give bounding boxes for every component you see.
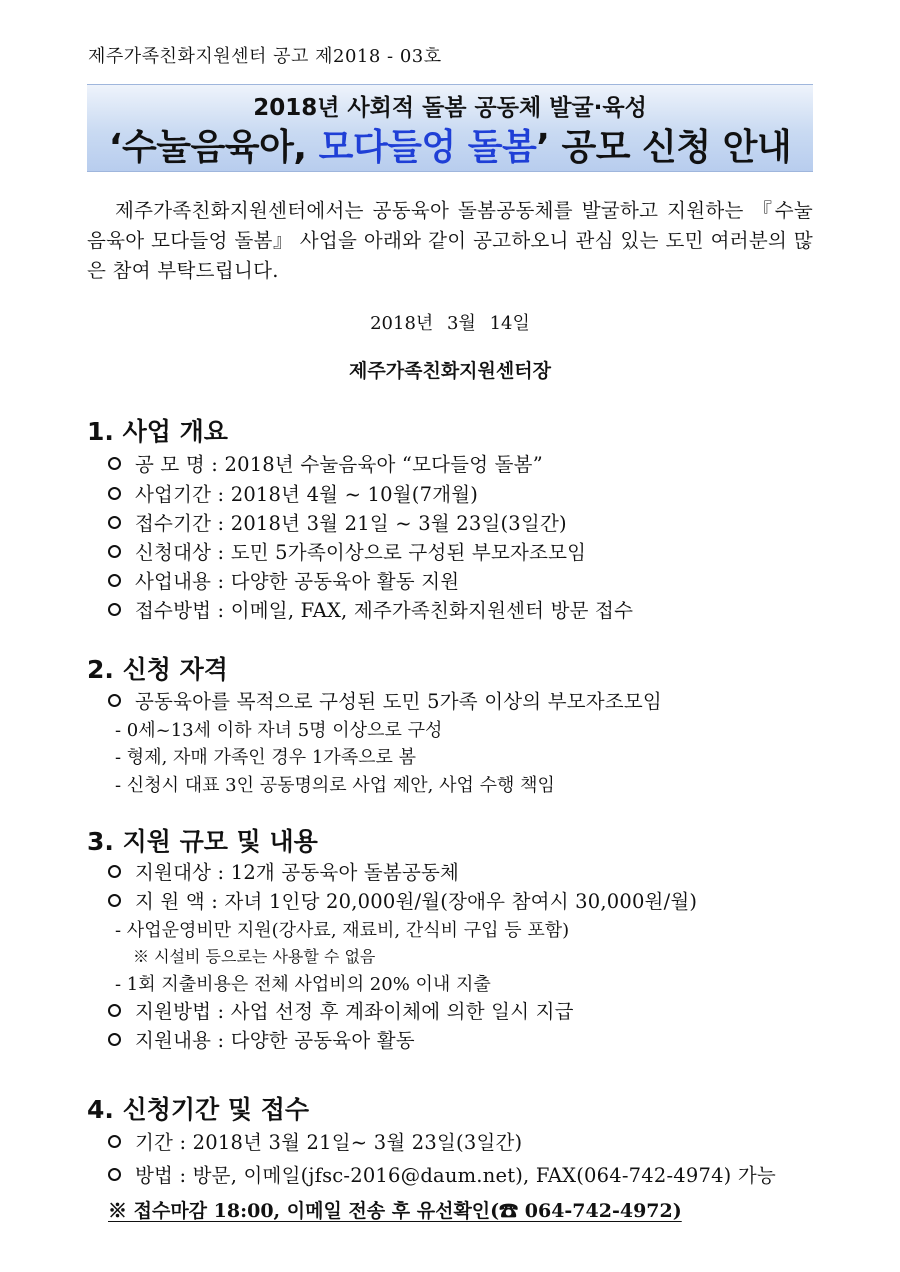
list-item-text: 지원방법 : 사업 선정 후 계좌이체에 의한 일시 지급 bbox=[135, 1000, 574, 1023]
organization-name: 제주가족친화지원센터장 bbox=[349, 360, 551, 382]
section-heading-eligibility: 2. 신청 자격 bbox=[87, 655, 228, 684]
list-item-text: 방법 : 방문, 이메일(jfsc-2016@daum.net), FAX(064-742-4974) 가능 bbox=[135, 1164, 776, 1187]
list-item bbox=[108, 886, 697, 914]
banner-title-part-c: ’ 공모 신청 안내 bbox=[536, 127, 792, 168]
circle-bullet-icon bbox=[108, 516, 121, 529]
note-text: ※ 시설비 등으로는 사용할 수 없음 bbox=[133, 947, 376, 966]
list-item bbox=[108, 857, 459, 885]
circle-bullet-icon bbox=[108, 1168, 121, 1181]
notice-number: 제주가족친화지원센터 공고 제2018 - 03호 bbox=[88, 46, 442, 67]
list-item bbox=[108, 449, 543, 477]
circle-bullet-icon bbox=[108, 574, 121, 587]
banner-title-highlight: 모다들엉 돌봄 bbox=[318, 127, 537, 168]
list-item-text: 사업내용 : 다양한 공동육아 활동 지원 bbox=[135, 570, 460, 593]
list-item bbox=[108, 1025, 415, 1053]
list-item bbox=[108, 595, 633, 623]
deadline-notice: ※ 접수마감 18:00, 이메일 전송 후 유선확인(☎ 064-742-4972) bbox=[108, 1200, 682, 1222]
list-item bbox=[108, 1160, 776, 1188]
sub-item: - 1회 지출비용은 전체 사업비의 20% 이내 지출 bbox=[115, 974, 491, 995]
sub-item: - 사업운영비만 지원(강사료, 재료비, 간식비 구입 등 포함) bbox=[115, 920, 570, 941]
section-heading-support: 3. 지원 규모 및 내용 bbox=[87, 827, 318, 856]
list-item-text: 공 모 명 : 2018년 수눌음육아 “모다들엉 돌봄” bbox=[135, 453, 543, 476]
circle-bullet-icon bbox=[108, 545, 121, 558]
sub-item: - 신청시 대표 3인 공동명의로 사업 제안, 사업 수행 책임 bbox=[115, 775, 555, 796]
circle-bullet-icon bbox=[108, 1135, 121, 1148]
list-item-text: 지원내용 : 다양한 공동육아 활동 bbox=[135, 1029, 415, 1052]
banner-title-part-a: ‘수눌음육아, bbox=[108, 127, 319, 168]
section-heading-application: 4. 신청기간 및 접수 bbox=[87, 1095, 310, 1124]
list-item-text: 접수기간 : 2018년 3월 21일 ~ 3월 23일(3일간) bbox=[135, 512, 567, 535]
list-item bbox=[108, 479, 478, 507]
list-item-text: 공동육아를 목적으로 구성된 도민 5가족 이상의 부모자조모임 bbox=[135, 690, 662, 713]
circle-bullet-icon bbox=[108, 487, 121, 500]
sub-item: - 0세~13세 이하 자녀 5명 이상으로 구성 bbox=[115, 720, 443, 741]
section-heading-overview: 1. 사업 개요 bbox=[87, 417, 228, 446]
circle-bullet-icon bbox=[108, 694, 121, 707]
list-item bbox=[108, 537, 586, 565]
banner-title-line1: 2018년 사회적 돌봄 공동체 발굴·육성 bbox=[253, 95, 647, 121]
intro-paragraph: 제주가족친화지원센터에서는 공동육아 돌봄공동체를 발굴하고 지원하는 『수눌음육아 모다들엉 돌봄』 사업을 아래와 같이 공고하오니 관심 있는 도민 여러분의 많은 참여 부탁드립니다. bbox=[87, 199, 813, 282]
list-item-text: 사업기간 : 2018년 4월 ~ 10월(7개월) bbox=[135, 483, 479, 506]
list-item bbox=[108, 1127, 522, 1155]
circle-bullet-icon bbox=[108, 603, 121, 616]
list-item-text: 신청대상 : 도민 5가족이상으로 구성된 부모자조모임 bbox=[135, 541, 587, 564]
circle-bullet-icon bbox=[108, 894, 121, 907]
list-item-text: 지 원 액 : 자녀 1인당 20,000원/월(장애우 참여시 30,000원/월) bbox=[135, 890, 698, 913]
circle-bullet-icon bbox=[108, 457, 121, 470]
circle-bullet-icon bbox=[108, 865, 121, 878]
list-item bbox=[108, 508, 567, 536]
list-item bbox=[108, 566, 459, 594]
list-item-text: 지원대상 : 12개 공동육아 돌봄공동체 bbox=[135, 861, 460, 884]
list-item bbox=[108, 996, 574, 1024]
circle-bullet-icon bbox=[108, 1033, 121, 1046]
banner-title-line2 bbox=[87, 119, 813, 170]
circle-bullet-icon bbox=[108, 1004, 121, 1017]
list-item bbox=[108, 686, 662, 714]
sub-item: - 형제, 자매 가족인 경우 1가족으로 봄 bbox=[115, 747, 417, 768]
notice-date: 2018년 3월 14일 bbox=[370, 313, 530, 334]
list-item-text: 접수방법 : 이메일, FAX, 제주가족친화지원센터 방문 접수 bbox=[135, 599, 634, 622]
list-item-text: 기간 : 2018년 3월 21일~ 3월 23일(3일간) bbox=[135, 1131, 523, 1154]
title-banner bbox=[87, 84, 813, 172]
